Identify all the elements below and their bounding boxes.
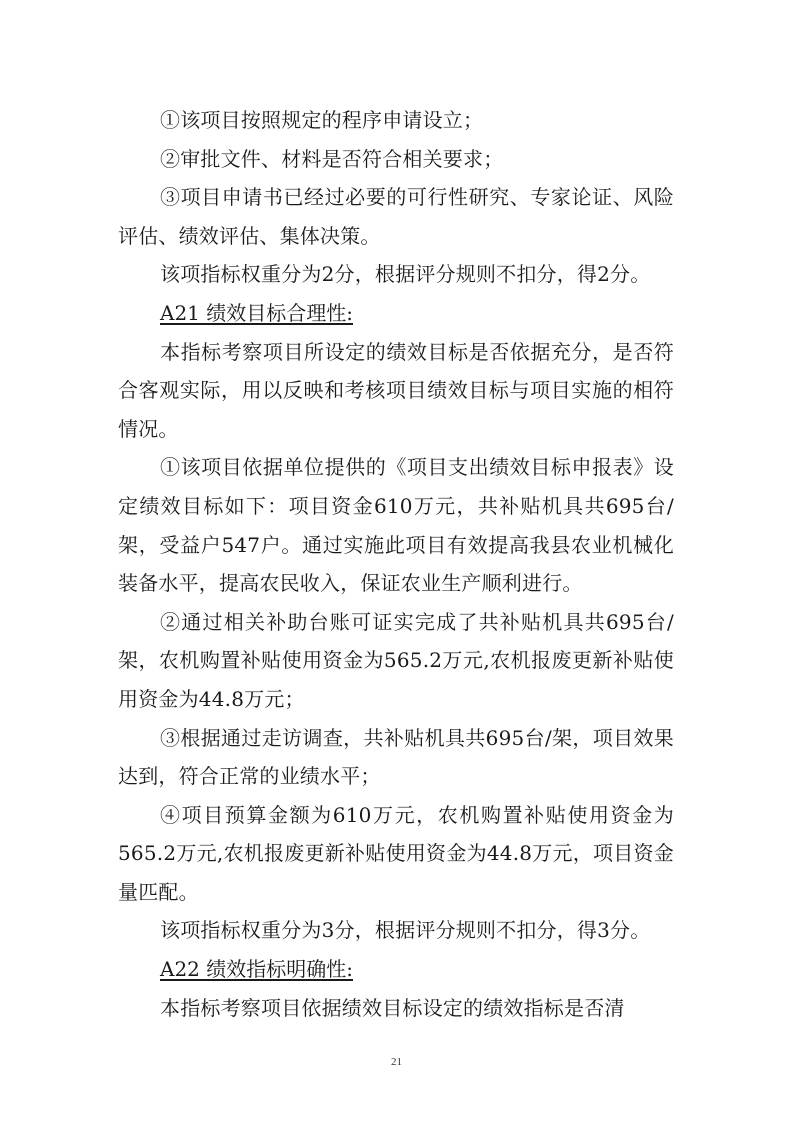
page-number: 21 xyxy=(391,1056,402,1068)
paragraph-a22-intro: 本指标考察项目依据绩效目标设定的绩效指标是否清 xyxy=(160,995,625,1020)
paragraph-a21-intro: 本指标考察项目所设定的绩效目标是否依据充分，是否符合客观实际，用以反映和考核项目绩效目标与项目实施的相符情况。 xyxy=(118,339,674,441)
paragraph-score-a20: 该项指标权重分为2分，根据评分规则不扣分，得2分。 xyxy=(160,262,651,287)
paragraph-a21-item-1: ①该项目依据单位提供的《项目支出绩效目标申报表》设定绩效目标如下：项目资金610万元，共补贴机具共695台/架，受益户547户。通过实施此项目有效提高我县农业机械化装备水平，提高农民收入，保证农业生产顺利进行。 xyxy=(118,455,674,596)
paragraph-a21-item-3: ③根据通过走访调查，共补贴机具共695台/架，项目效果达到，符合正常的业绩水平； xyxy=(118,725,674,789)
section-heading-a22 xyxy=(118,950,674,989)
paragraph-a21-item-2: ②通过相关补助台账可证实完成了共补贴机具共695台/架，农机购置补贴使用资金为565.2万元,农机报废更新补贴使用资金为44.8万元； xyxy=(118,609,674,711)
paragraph-item-1: ①该项目按照规定的程序申请设立； xyxy=(160,108,484,132)
paragraph-a21-item-4: ④项目预算金额为610万元，农机购置补贴使用资金为565.2万元,农机报废更新补贴使用资金为44.8万元，项目资金量匹配。 xyxy=(118,802,674,904)
paragraph-item-3: ③项目申请书已经过必要的可行性研究、专家论证、风险评估、绩效评估、集体决策。 xyxy=(118,185,674,248)
paragraph-item-2: ②审批文件、材料是否符合相关要求； xyxy=(160,146,504,171)
section-heading-a21-text: A21 绩效目标合理性: xyxy=(160,300,353,325)
section-heading-a22-text: A22 绩效指标明确性: xyxy=(160,957,353,982)
paragraph-score-a21: 该项指标权重分为3分，根据评分规则不扣分，得3分。 xyxy=(160,918,651,943)
section-heading-a21 xyxy=(118,294,674,333)
document-body xyxy=(118,101,674,1027)
